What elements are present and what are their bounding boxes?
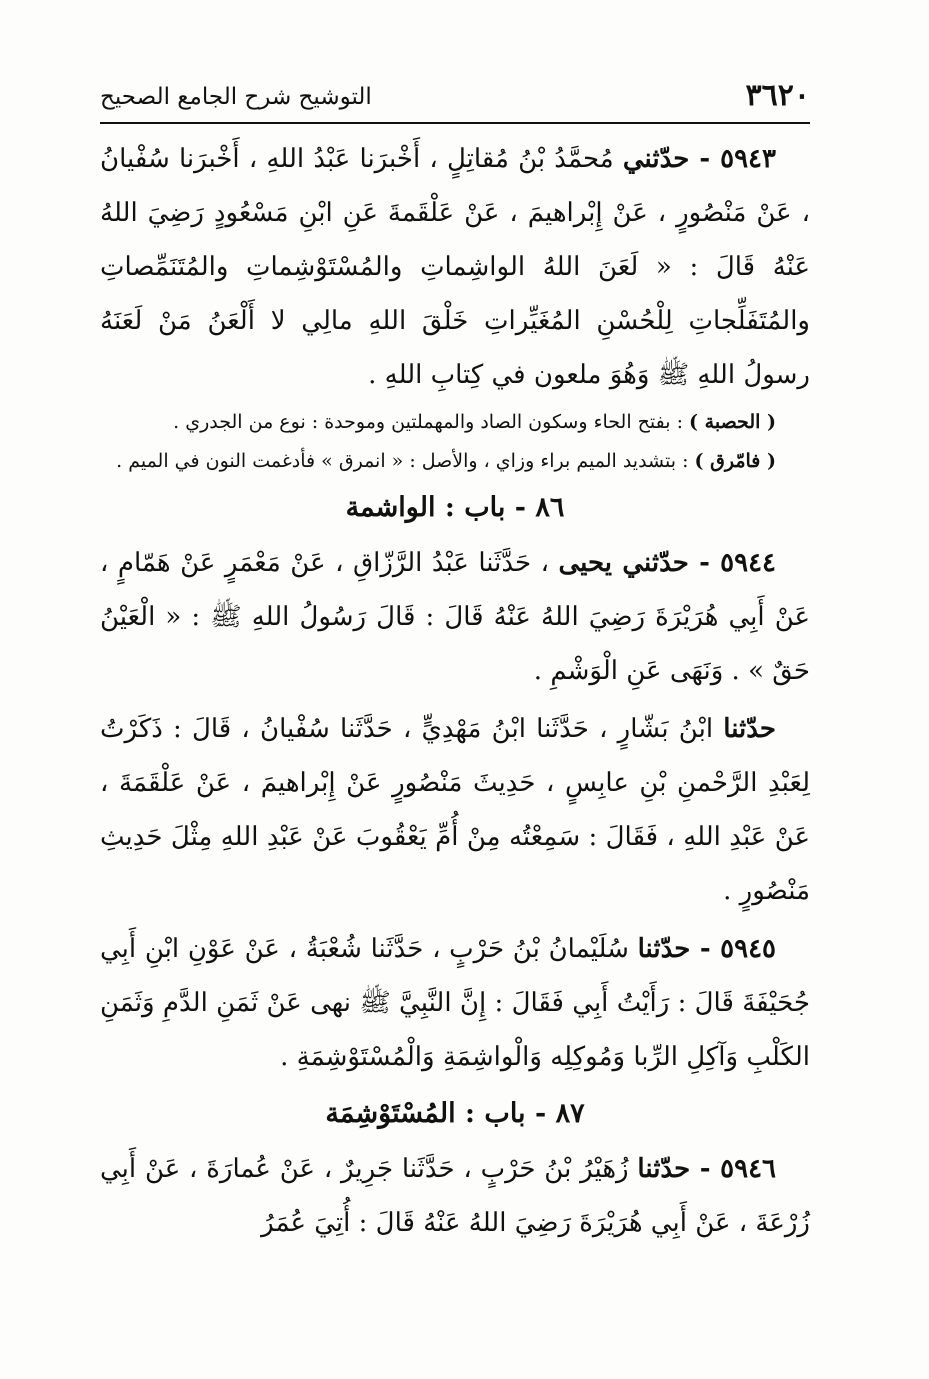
running-title: التوشيح شرح الجامع الصحيح: [100, 84, 372, 110]
hadith-lead: ٥٩٤٣ - حدّثني: [622, 144, 776, 174]
hadith-5946: [100, 1142, 810, 1250]
chapter-heading-87: ٨٧ - باب : المُسْتَوْشِمَة: [325, 1098, 585, 1129]
page-header: [100, 72, 810, 124]
footnote-text: : بتشديد الميم براء وزاي ، والأصل : « انمرق » فأدغمت النون في الميم .: [116, 450, 695, 472]
footnote-fammaraq: [100, 445, 810, 478]
page-body: [100, 132, 810, 1254]
hadith-lead: ٥٩٤٥ - حدّثنا: [637, 934, 777, 964]
hadith-lead: حدّثنا: [723, 714, 776, 744]
hadith-lead: ٥٩٤٦ - حدّثنا: [637, 1154, 776, 1184]
footnote-term: ( فامّرق ): [694, 450, 776, 472]
hadith-text: سُلَيْمانُ بْنُ حَرْبٍ ، حَدَّثَنا شُعْبَةُ ، عَنْ عَوْنِ ابْنِ أَبِي جُحَيْفَةَ قَالَ : رَأَيْتُ أَبِي فَقَالَ : إِنَّ النَّبِيَّ ﷺ نهى عَنْ ثَمَنِ الدَّمِ وَثَمَنِ الكَلْبِ وَآكِلِ الرِّبا وَمُوكِلِه وَالْواشِمَةِ وَالْمُسْتَوْشِمَةِ .: [100, 934, 810, 1072]
hadith-5944-second-chain: [100, 702, 810, 918]
hadith-5945: [100, 922, 810, 1084]
hadith-text: ، حَدَّثَنا عَبْدُ الرَّزّاقِ ، عَنْ مَعْمَرٍ عَنْ هَمّامٍ ، عَنْ أَبِي هُرَيْرَةَ رَضِيَ اللهُ عَنْهُ قَالَ : قَالَ رَسُولُ اللهِ ﷺ : « الْعَيْنُ حَقٌ » . وَنَهَى عَنِ الْوَشْمِ .: [100, 548, 810, 686]
hadith-text: ابْنُ بَشّارٍ ، حَدَّثَنا ابْنُ مَهْدِيٍّ ، حَدَّثَنا سُفْيانُ ، قَالَ : ذَكَرْتُ لِعَبْدِ الرَّحْمنِ بْنِ عابِسٍ ، حَدِيثَ مَنْصُورٍ عَنْ إِبْراهيمَ ، عَنْ عَلْقَمَةَ ، عَنْ عَبْدِ اللهِ ، فَقَالَ : سَمِعْتُه مِنْ أُمِّ يَعْقُوبَ عَنْ عَبْدِ اللهِ مِثْلَ حَدِيثِ مَنْصُورٍ .: [100, 714, 810, 906]
page-number: ٣٦٢٠: [745, 78, 810, 113]
chapter-heading-86: ٨٦ - باب : الواشمة: [345, 492, 565, 523]
hadith-text: مُحمَّدُ بْنُ مُقاتِلٍ ، أَخْبرَنا عَبْدُ اللهِ ، أَخْبرَنا سُفْيانُ ، عَنْ مَنْصُورٍ ، عَنْ إِبْراهيمَ ، عَنْ عَلْقَمةَ عَنِ ابْنِ مَسْعُودٍ رَضِيَ اللهُ عَنْهُ قَالَ : « لَعَنَ اللهُ الواشِماتِ والمُسْتَوْشِماتِ والمُتَنَمِّصاتِ والمُتَفَلِّجاتِ لِلْحُسْنِ المُغَيِّراتِ خَلْقَ اللهِ مالِي لا أَلْعَنُ مَنْ لَعَنَهُ رسولُ اللهِ ﷺ وَهُوَ ملعون في كِتابِ اللهِ .: [100, 144, 810, 390]
hadith-lead: ٥٩٤٤ - حدّثني يحيى: [558, 548, 776, 578]
footnote-text: : بفتح الحاء وسكون الصاد والمهملتين وموحدة : نوع من الجدري .: [173, 411, 690, 433]
footnote-term: ( الحصبة ): [689, 411, 776, 433]
hadith-5943: [100, 132, 810, 402]
hadith-5944: [100, 536, 810, 698]
footnote-hasba: [100, 406, 810, 439]
hadith-text: زُهَيْرُ بْنُ حَرْبٍ ، حَدَّثَنا جَرِيرٌ ، عَنْ عُمارَةَ ، عَنْ أَبِي زُرْعَةَ ، عَنْ أَبِي هُرَيْرَةَ رَضِيَ اللهُ عَنْهُ قَالَ : أُتِيَ عُمَرُ: [100, 1154, 810, 1238]
